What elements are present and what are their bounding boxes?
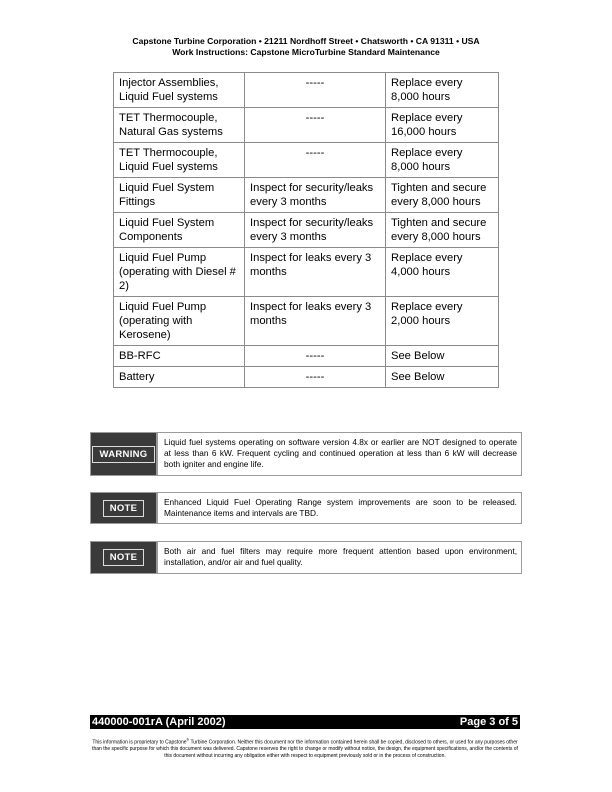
note-label-2: NOTE (103, 549, 145, 566)
table-row (114, 73, 499, 108)
header-title: Work Instructions: Capstone MicroTurbine Standard Maintenance (172, 47, 440, 57)
item-cell: Liquid Fuel Pump (operating with Diesel # 2) (114, 248, 245, 297)
warning-callout (90, 432, 522, 476)
table-row (114, 213, 499, 248)
item-cell: Liquid Fuel System Fittings (114, 178, 245, 213)
document-number: 440000-001rA (April 2002) (92, 716, 226, 728)
warning-label-box (91, 433, 158, 475)
replacement-cell: Replace every 4,000 hours (386, 248, 499, 297)
maintenance-table (113, 72, 499, 388)
replacement-cell: Replace every 2,000 hours (386, 297, 499, 346)
page-header (0, 36, 612, 58)
warning-label: WARNING (92, 446, 154, 463)
note-text-2: Both air and fuel filters may require more frequent attention based upon environment, installation, and/or air and fuel quality. (164, 546, 517, 568)
item-cell: TET Thermocouple, Natural Gas systems (114, 108, 245, 143)
item-cell: BB-RFC (114, 346, 245, 367)
inspection-cell: ----- (245, 143, 386, 178)
inspection-cell: ----- (245, 367, 386, 388)
replacement-cell: See Below (386, 346, 499, 367)
table-row (114, 346, 499, 367)
page-number: Page 3 of 5 (459, 716, 518, 728)
inspection-cell: ----- (245, 108, 386, 143)
table-row (114, 108, 499, 143)
table-row (114, 297, 499, 346)
note-callout-2 (90, 541, 522, 574)
replacement-cell: Replace every 8,000 hours (386, 143, 499, 178)
header-address: Capstone Turbine Corporation • 21211 Nordhoff Street • Chatsworth • CA 91311 • USA (132, 36, 480, 46)
table-row (114, 248, 499, 297)
note-label-box-1 (91, 493, 158, 523)
warning-text: Liquid fuel systems operating on software version 4.8x or earlier are NOT designed to operate at less than 6 kW. Frequent cycling and continued operation at less than 6 kW will decrease both igniter and engine life. (164, 437, 517, 470)
item-cell: Injector Assemblies, Liquid Fuel systems (114, 73, 245, 108)
replacement-cell: See Below (386, 367, 499, 388)
table-row (114, 143, 499, 178)
item-cell: Liquid Fuel System Components (114, 213, 245, 248)
footer-bar (90, 715, 520, 729)
replacement-cell: Tighten and secure every 8,000 hours (386, 178, 499, 213)
inspection-cell: ----- (245, 346, 386, 367)
inspection-cell: Inspect for leaks every 3 months (245, 248, 386, 297)
item-cell: Battery (114, 367, 245, 388)
registered-mark: ® (186, 738, 190, 742)
inspection-cell: Inspect for leaks every 3 months (245, 297, 386, 346)
note-label-box-2 (91, 542, 158, 573)
replacement-cell: Tighten and secure every 8,000 hours (386, 213, 499, 248)
note-callout-1 (90, 492, 522, 524)
note-text-1: Enhanced Liquid Fuel Operating Range system improvements are soon to be released. Maintenance items and intervals are TBD. (164, 497, 517, 519)
inspection-cell: Inspect for security/leaks every 3 months (245, 213, 386, 248)
note-label-1: NOTE (103, 500, 145, 517)
legal-notice (90, 737, 520, 759)
inspection-cell: ----- (245, 73, 386, 108)
table-row (114, 178, 499, 213)
replacement-cell: Replace every 8,000 hours (386, 73, 499, 108)
inspection-cell: Inspect for security/leaks every 3 months (245, 178, 386, 213)
item-cell: Liquid Fuel Pump (operating with Kerosene) (114, 297, 245, 346)
legal-notice-part-b: Turbine Corporation. Neither this document nor the information contained herein shall be copied, disclosed to others, or used for any purposes other than the specific purpose for which this document was delivered. Capstone reserves the right to change or modify without notice, the design, the equipment specifications, and/or the contents of this document without incurring any obligation either with respect to equipment previously sold or in the process of construction. (92, 739, 518, 759)
legal-notice-part-a: This information is proprietary to Capstone (92, 739, 187, 746)
item-cell: TET Thermocouple, Liquid Fuel systems (114, 143, 245, 178)
table-row (114, 367, 499, 388)
replacement-cell: Replace every 16,000 hours (386, 108, 499, 143)
